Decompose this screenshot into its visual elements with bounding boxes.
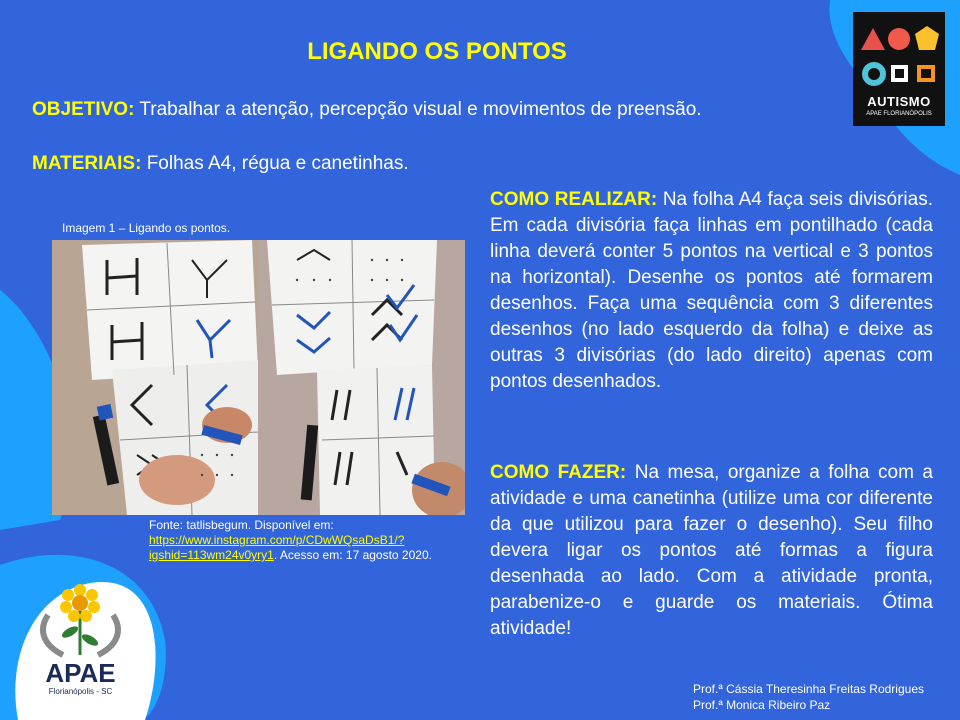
source-link[interactable]: https://www.instagram.com/p/CDwWQsaDsB1/?igshid=113wm24v0yry1: [149, 533, 405, 562]
how-to-perform-text: Na folha A4 faça seis divisórias. Em cada divisória faça linhas em pontilhado (cada linha deverá conter 5 pontos na vertical e 3 pontos na horizontal). Desenhe os pontos até formarem desenhos. Faça uma sequência com 3 diferentes desenhos (no lado esquerdo da folha) e deixe as outras 3 divisórias (do lado direito) apenas com pontos desenhados.: [490, 189, 933, 392]
image-caption: Imagem 1 – Ligando os pontos.: [62, 221, 231, 235]
apae-logo-text: APAE: [45, 658, 116, 688]
credit-line: Prof.ª Cássia Theresinha Freitas Rodrigues: [693, 682, 924, 696]
activity-photo: [52, 240, 465, 515]
credit-line: Prof.ª Monica Ribeiro Paz: [693, 698, 831, 712]
how-to-perform-paragraph: [490, 187, 933, 395]
apae-logo: [18, 580, 143, 710]
materials-text: Folhas A4, régua e canetinhas.: [141, 153, 409, 174]
apae-logo-subtext: Florianópolis - SC: [48, 687, 113, 696]
how-to-do-text: Na mesa, organize a folha com a atividade e uma canetinha (utilize uma cor diferente da que utilizou para fazer o desenho). Seu filho devera ligar os pontos até formas a figura desenhada ao lado. Com a atividade pronta, parabenize-o e guarde os materiais. Ótima atividade!: [490, 462, 933, 639]
objective-label: OBJETIVO:: [32, 99, 135, 120]
image-source: [149, 518, 469, 563]
autismo-shapes-icon: [853, 12, 945, 92]
materials-label: MATERIAIS:: [32, 153, 142, 174]
materials-paragraph: [32, 151, 832, 177]
autismo-logo-text: AUTISMO: [867, 94, 931, 109]
how-to-do-label: COMO FAZER:: [490, 462, 627, 483]
source-suffix: . Acesso em: 17 agosto 2020.: [273, 548, 432, 562]
credits: [693, 681, 924, 713]
how-to-do-paragraph: [490, 460, 933, 642]
page-title: LIGANDO OS PONTOS: [307, 38, 567, 65]
autismo-logo-subtext: APAE FLORIANÓPOLIS: [866, 111, 932, 117]
objective-text: Trabalhar a atenção, percepção visual e movimentos de preensão.: [134, 99, 702, 120]
how-to-perform-label: COMO REALIZAR:: [490, 189, 658, 210]
source-prefix: Fonte: tatlisbegum. Disponível em:: [149, 518, 334, 532]
autismo-logo: [853, 12, 945, 126]
apae-flower-icon: [18, 580, 143, 660]
objective-paragraph: [32, 97, 832, 123]
